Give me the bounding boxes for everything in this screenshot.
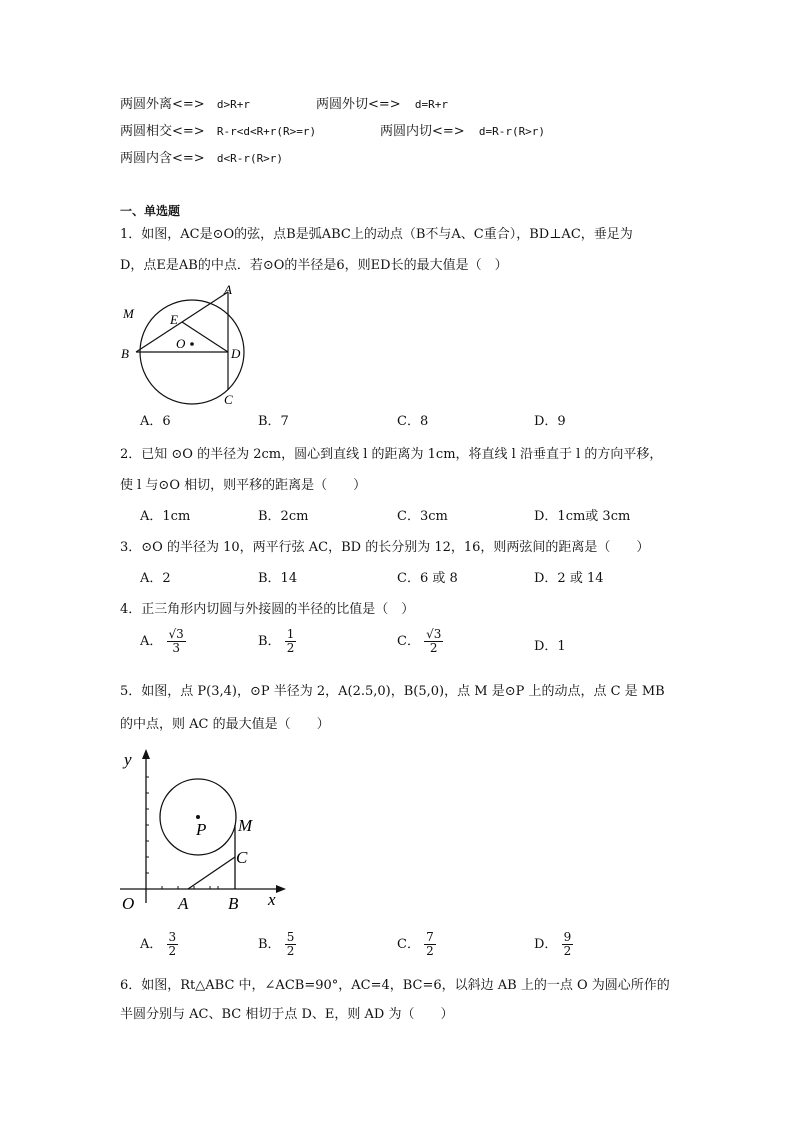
formula-expr: d>R+r	[216, 98, 250, 111]
denominator: 2	[429, 641, 438, 655]
denominator: 2	[563, 944, 572, 958]
option-label: B．	[258, 937, 281, 952]
label-P: P	[196, 820, 207, 839]
fraction	[424, 931, 436, 958]
q4-option-b[interactable]	[258, 628, 296, 655]
label-x: x	[268, 890, 276, 909]
q4-option-a[interactable]	[140, 628, 186, 655]
q1-option-a[interactable]: A．6	[140, 414, 171, 429]
q4-option-d[interactable]: D．1	[534, 639, 566, 654]
formula-label: 两圆内切<=>	[380, 124, 465, 139]
numerator: 3	[168, 930, 177, 944]
fraction	[424, 628, 443, 655]
q5-coordinate-figure	[118, 745, 298, 915]
q5-text-line1: 5．如图，点 P(3,4)，⊙P 半径为 2，A(2.5,0)，B(5,0)，点 M 是⊙P 上的动点，点 C 是 MB	[120, 684, 665, 699]
numerator: 7	[426, 930, 434, 944]
q3-option-c[interactable]: C．6 或 8	[397, 571, 458, 586]
q1-text-line1: 1．如图，AC是⊙O的弦，点B是弧ABC上的动点（B不与A、C重合），BD⊥AC，垂足为	[120, 227, 633, 242]
label-A: A	[178, 894, 189, 913]
section-title: 一、单选题	[120, 204, 181, 218]
numerator: 5	[286, 930, 295, 944]
label-B: B	[121, 346, 129, 361]
q2-option-d[interactable]: D．1cm或 3cm	[534, 509, 631, 524]
q2-option-a[interactable]: A．1cm	[140, 509, 191, 524]
label-M: M	[123, 306, 134, 321]
q5-option-c[interactable]	[397, 931, 436, 958]
formula-external-separation	[120, 96, 250, 114]
formula-expr: R-r<d<R+r(R>=r)	[216, 125, 317, 138]
fraction	[285, 628, 297, 655]
q3-option-d[interactable]: D．2 或 14	[534, 571, 604, 586]
formula-label: 两圆外离<=>	[120, 97, 205, 112]
formula-external-tangent	[316, 96, 448, 114]
q4-text-line1: 4．正三角形内切圆与外接圆的半径的比值是（ ）	[120, 602, 415, 617]
option-label: D．	[534, 937, 558, 952]
q3-text-line1: 3．⊙O 的半径为 10，两平行弦 AC，BD 的长分别为 12，16，则两弦间的距离是（ ）	[120, 540, 650, 555]
q3-option-a[interactable]: A．2	[140, 571, 171, 586]
option-label: C．	[397, 937, 420, 952]
label-C: C	[224, 392, 233, 407]
formula-internal-tangent	[380, 123, 545, 141]
q1-circle-figure	[118, 280, 258, 410]
label-B: B	[228, 894, 239, 913]
q5-option-a[interactable]	[140, 931, 178, 958]
q2-text-line1: 2．已知 ⊙O 的半径为 2cm，圆心到直线 l 的距离为 1cm，将直线 l 沿垂直于 l 的方向平移，	[120, 447, 663, 462]
formula-expr: d=R+r	[414, 98, 448, 111]
q1-option-c[interactable]: C．8	[397, 414, 429, 429]
label-E: E	[170, 312, 178, 327]
option-label: C．	[397, 634, 420, 649]
denominator: 2	[168, 944, 177, 958]
label-y: y	[124, 750, 132, 769]
axis-ticks	[146, 777, 218, 889]
q1-option-d[interactable]: D．9	[534, 414, 566, 429]
numerator: 1	[286, 627, 295, 641]
numerator: √3	[168, 627, 184, 641]
q5-option-d[interactable]	[534, 931, 573, 958]
q2-text-line2: 使 l 与⊙O 相切，则平移的距离是（ ）	[120, 478, 367, 493]
label-D: D	[231, 346, 241, 361]
label-C: C	[236, 848, 248, 867]
fraction	[285, 931, 297, 958]
q1-option-b[interactable]: B．7	[258, 414, 289, 429]
q2-option-c[interactable]: C．3cm	[397, 509, 448, 524]
formula-label: 两圆内含<=>	[120, 151, 205, 166]
denominator: 2	[286, 641, 295, 655]
formula-label: 两圆相交<=>	[120, 124, 205, 139]
fraction	[167, 931, 179, 958]
fraction	[562, 931, 574, 958]
formula-label: 两圆外切<=>	[316, 97, 401, 112]
q3-option-b[interactable]: B．14	[258, 571, 298, 586]
q5-option-b[interactable]	[258, 931, 296, 958]
numerator: 9	[563, 930, 572, 944]
label-A: A	[224, 282, 232, 297]
q4-option-c[interactable]	[397, 628, 443, 655]
q5-text-line2: 的中点，则 AC 的最大值是（ ）	[120, 717, 330, 732]
label-M: M	[238, 816, 253, 835]
formula-expr: d<R-r(R>r)	[216, 152, 284, 165]
option-label: A．	[140, 634, 163, 649]
formula-intersect	[120, 123, 316, 141]
q2-option-b[interactable]: B．2cm	[258, 509, 309, 524]
denominator: 2	[286, 944, 295, 958]
option-label: B．	[258, 634, 281, 649]
formula-expr: d=R-r(R>r)	[478, 125, 546, 138]
option-label: A．	[140, 937, 163, 952]
q6-text-line1: 6．如图，Rt△ABC 中，∠ACB=90°，AC=4，BC=6，以斜边 AB 上的一点 O 为圆心所作的	[120, 978, 670, 993]
denominator: 3	[172, 641, 180, 655]
numerator: √3	[426, 627, 442, 641]
fraction	[167, 628, 186, 655]
q1-text-line2: D，点E是AB的中点．若⊙O的半径是6，则ED长的最大值是（ ）	[120, 258, 508, 273]
denominator: 2	[426, 944, 434, 958]
q6-text-line2: 半圆分别与 AC、BC 相切于点 D、E，则 AD 为（ ）	[120, 1007, 454, 1022]
label-O: O	[176, 336, 186, 351]
label-O: O	[122, 894, 135, 913]
formula-contain	[120, 150, 283, 168]
